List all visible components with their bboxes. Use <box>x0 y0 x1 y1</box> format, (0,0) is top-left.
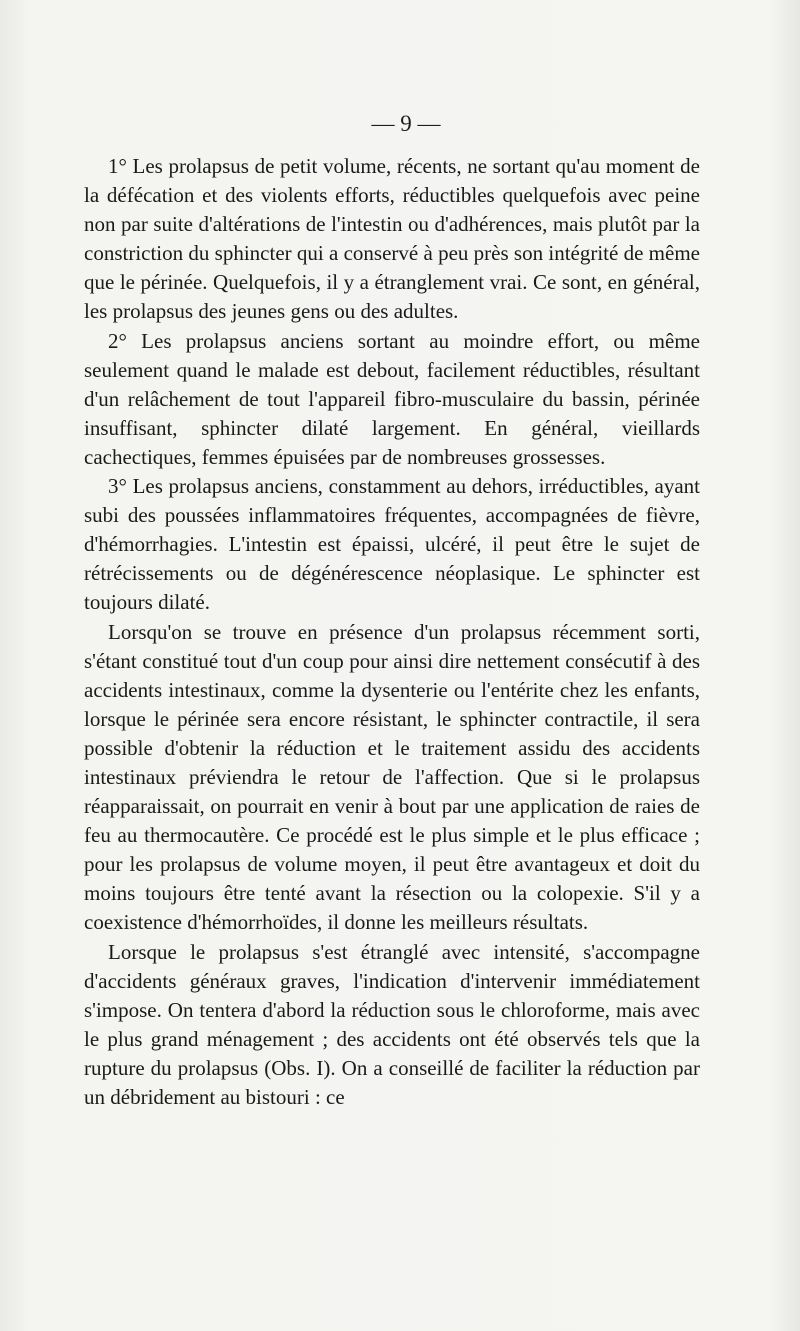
paragraph-2: 2° Les prolapsus anciens sortant au moindre effort, ou même seulement quand le malade est debout, facilement réductibles, résultant d'un relâchement de tout l'appareil fibro-musculaire du bassin, périnée insuffisant, sphincter dilaté largement. En général, vieillards cachectiques, femmes épuisées par de nombreuses grossesses. <box>84 328 700 469</box>
paragraph-4: Lorsqu'on se trouve en présence d'un prolapsus récemment sorti, s'étant constitué tout d'un coup pour ainsi dire nettement consécutif à des accidents intestinaux, comme la dysenterie ou l'entérite chez les enfants, lorsque le périnée sera encore résistant, le sphincter contractile, il sera possible d'obtenir la réduction et le traitement assidu des accidents intestinaux préviendra le retour de l'affection. Que si le prolapsus réapparaissait, on pourrait en venir à bout par une application de raies de feu au thermocautère. Ce procédé est le plus simple et le plus efficace ; pour les prolapsus de volume moyen, il peut être avantageux et doit du moins toujours être tenté avant la résection ou la colopexie. S'il y a coexistence d'hémorrhoïdes, il donne les meilleurs résultats. <box>84 619 700 935</box>
page-number: — 9 — <box>371 111 441 136</box>
paragraph-3: 3° Les prolapsus anciens, constamment au dehors, irréductibles, ayant subi des poussées inflammatoires fréquentes, accompagnées de fièvre, d'hémorrhagies. L'intestin est épaissi, ulcéré, il peut être le sujet de rétrécissements ou de dégénérescence néoplasique. Le sphincter est toujours dilaté. <box>84 474 700 615</box>
paragraph-1: 1° Les prolapsus de petit volume, récents, ne sortant qu'au moment de la défécation et des violents efforts, réductibles quelquefois avec peine non par suite d'altérations de l'intestin ou d'adhérences, mais plutôt par la constriction du sphincter qui a conservé à peu près son intégrité de même que le périnée. Quelquefois, il y a étranglement vrai. Ce sont, en général, les prolapsus des jeunes gens ou des adultes. <box>84 154 700 324</box>
body-text <box>84 152 700 1112</box>
paragraph-5: Lorsque le prolapsus s'est étranglé avec intensité, s'accompagne d'accidents généraux graves, l'indication d'intervenir immédiatement s'impose. On tentera d'abord la réduction sous le chloroforme, mais avec le plus grand ménagement ; des accidents ont été observés tels que la rupture du prolapsus (Obs. I). On a conseillé de faciliter la réduction par un débridement au bistouri : ce <box>84 939 700 1109</box>
